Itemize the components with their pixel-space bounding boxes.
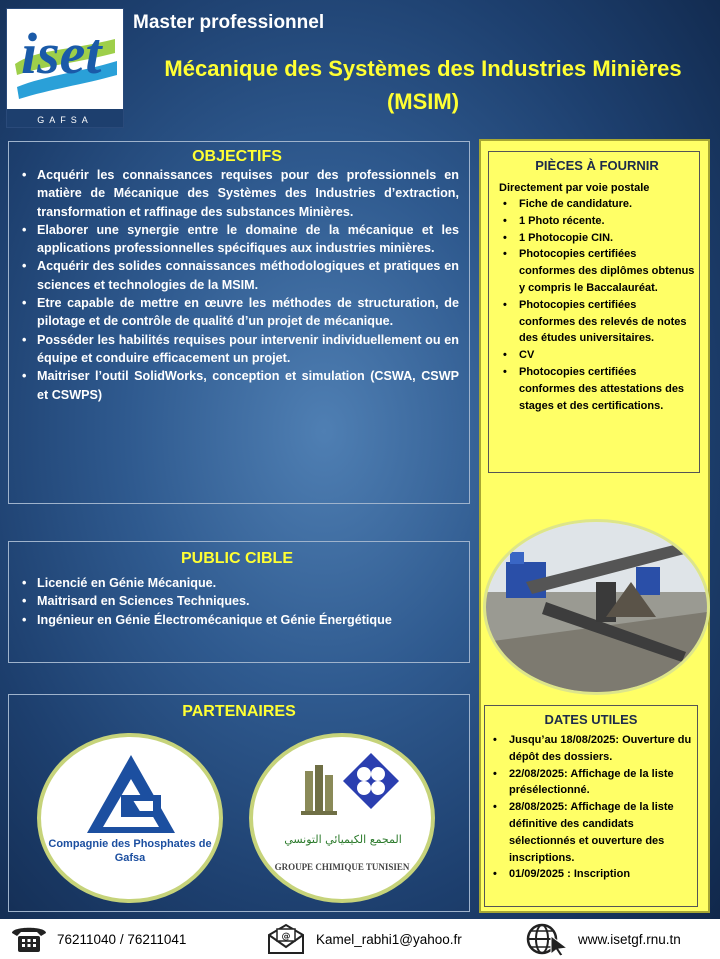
public-item: • Maitrisard en Sciences Techniques. <box>15 592 459 610</box>
objectif-item: • Maitriser l’outil SolidWorks, conception et simulation (CSWA, CSWP et CSWPS) <box>15 367 459 404</box>
dates-list <box>489 732 693 883</box>
date-item: • Jusqu’au 18/08/2025: Ouverture du dépôt des dossiers. <box>489 732 693 766</box>
objectif-item: • Etre capable de mettre en œuvre les méthodes de structuration, de pilotage et de contrôle de qualité d’un projet de mécanique. <box>15 294 459 331</box>
partenaires-panel <box>8 694 470 912</box>
piece-item: • CV <box>499 347 695 364</box>
piece-item: • Photocopies certifiées conformes des diplômes obtenus y compris le Baccalauréat. <box>499 246 695 296</box>
svg-text:iset: iset <box>21 21 102 86</box>
email-icon <box>266 923 306 955</box>
pieces-heading: PIÈCES À FOURNIR <box>535 158 659 173</box>
piece-item: • Photocopies certifiées conformes des attestations des stages et des certifications. <box>499 364 695 414</box>
mining-machinery-image <box>486 522 707 692</box>
objectifs-panel <box>8 141 470 504</box>
program-level: Master professionnel <box>133 12 325 33</box>
phone-numbers[interactable]: 76211040 / 76211041 <box>57 932 187 947</box>
date-item: • 28/08/2025: Affichage de la liste définitive des candidats sélectionnés et ouverture des inscriptions. <box>489 799 693 866</box>
date-item: • 22/08/2025: Affichage de la liste présélectionné. <box>489 766 693 800</box>
piece-item: • Fiche de candidature. <box>499 196 695 213</box>
mining-photo <box>483 519 710 695</box>
telephone-icon <box>8 923 50 955</box>
gct-emblem-icon <box>253 737 433 857</box>
public-cible-list <box>15 574 459 629</box>
dates-heading: DATES UTILES <box>544 712 638 727</box>
public-cible-panel <box>8 541 470 663</box>
objectifs-list <box>15 166 459 404</box>
objectifs-heading: OBJECTIFS <box>192 148 282 165</box>
objectif-item: • Posséder les habilités requises pour intervenir individuellement ou en équipe et conduire efficacement un projet. <box>15 331 459 368</box>
objectif-item: • Acquérir les connaissances requises pour des professionnels en matière de Mécanique des Systèmes des Industries d’extraction, transformation et raffinage des substances Minières. <box>15 166 459 221</box>
public-item: • Licencié en Génie Mécanique. <box>15 574 459 592</box>
piece-item: • 1 Photo récente. <box>499 213 695 230</box>
objectif-item: • Acquérir des solides connaissances méthodologiques et pratiques en sciences et technologies de la MSIM. <box>15 257 459 294</box>
objectif-item: • Elaborer une synergie entre le domaine de la mécanique et les applications professionnelles spécifiques aux industries minières. <box>15 221 459 258</box>
date-item: • 01/09/2025 : Inscription <box>489 866 693 883</box>
dates-panel <box>484 705 698 907</box>
iset-logo <box>6 8 124 128</box>
partenaires-heading: PARTENAIRES <box>182 703 296 720</box>
pieces-list <box>499 196 695 414</box>
cpg-emblem-icon <box>41 737 221 837</box>
pieces-panel <box>488 151 700 473</box>
gct-arabic-name: المجمع الكيميائي التونسي <box>284 833 402 846</box>
public-item: • Ingénieur en Génie Électromécanique et Génie Énergétique <box>15 611 459 629</box>
piece-item: • Photocopies certifiées conformes des relevés de notes des études universitaires. <box>499 297 695 347</box>
pieces-intro: Directement par voie postale <box>499 182 650 194</box>
public-cible-heading: PUBLIC CIBLE <box>181 550 293 567</box>
footer-contact-bar <box>0 919 720 959</box>
side-panel <box>479 139 710 913</box>
globe-cursor-icon <box>525 922 569 956</box>
logo-subtitle: GAFSA <box>37 115 93 125</box>
program-title: Mécanique des Systèmes des Industries Minières (MSIM) <box>164 56 682 114</box>
piece-item: • 1 Photocopie CIN. <box>499 230 695 247</box>
website-url[interactable]: www.isetgf.rnu.tn <box>578 932 681 947</box>
iset-logo-mark <box>7 9 123 109</box>
cpg-label: Compagnie des Phosphates de Gafsa <box>48 838 212 864</box>
svg-text:@: @ <box>281 932 291 942</box>
email-address[interactable]: Kamel_rabhi1@yahoo.fr <box>316 932 462 947</box>
gct-logo <box>249 733 435 903</box>
cpg-logo <box>37 733 223 903</box>
gct-label: GROUPE CHIMIQUE TUNISIEN <box>274 862 410 872</box>
